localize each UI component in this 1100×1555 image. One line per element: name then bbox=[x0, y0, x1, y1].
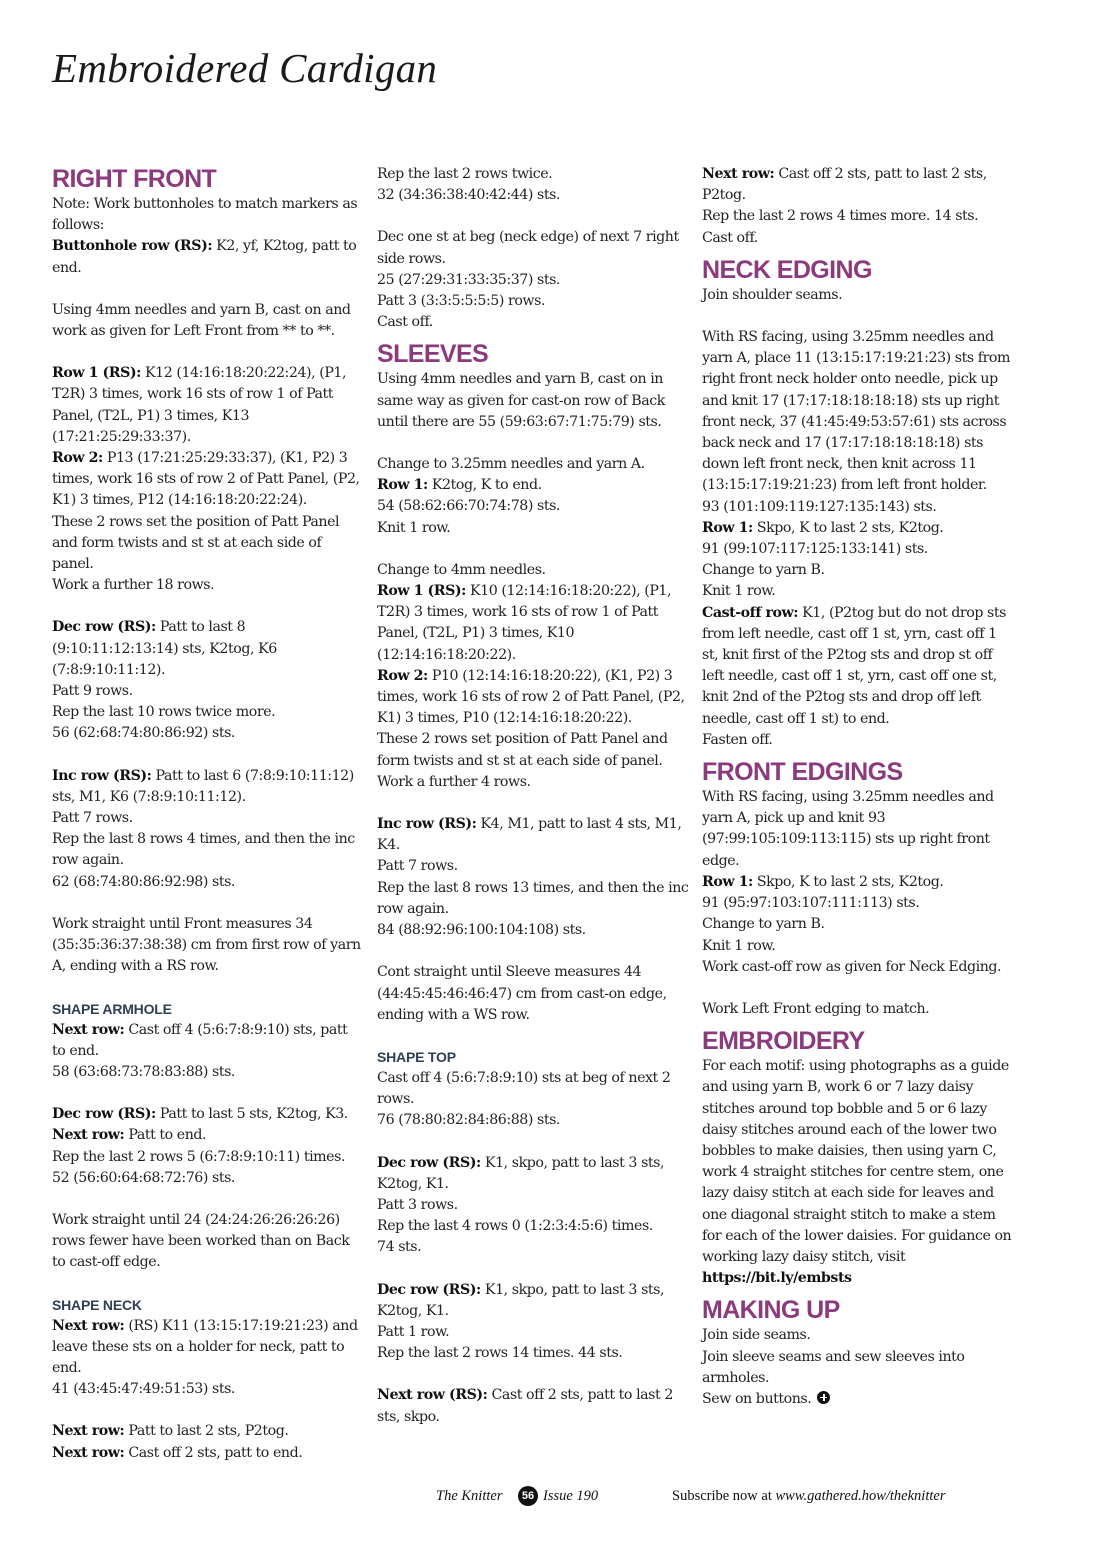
next-row: Next row: Cast off 2 sts, patt to last 2 sts, P2tog. Rep the last 2 rows 4 times more. 14 sts. Cast off. bbox=[702, 166, 987, 246]
rf-work-straight: Work straight until Front measures 34 (35:35:36:37:38:38) cm from first row of yarn A, ending with a RS row. bbox=[52, 915, 361, 975]
sleeves-cast-on: Using 4mm needles and yarn B, cast on in same way as given for cast-on row of Back until there are 55 (59:63:67:71:75:79) sts. bbox=[377, 371, 665, 430]
sleeves-inc: Inc row (RS): K4, M1, patt to last 4 sts, M1, K4. Patt 7 rows. Rep the last 8 rows 13 times, and then the inc row again. 84 (88:92:96:100:104:108) sts. bbox=[377, 816, 689, 939]
subscribe-url[interactable]: www.gathered.how/theknitter bbox=[775, 1488, 946, 1504]
column-1 bbox=[52, 164, 364, 1485]
armhole-next: Next row: Cast off 4 (5:6:7:8:9:10) sts, patt to end. 58 (63:68:73:78:83:88) sts. bbox=[52, 1021, 348, 1080]
rf-dec: Dec row (RS): Patt to last 8 (9:10:11:12:13:14) sts, K2tog, K6 (7:8:9:10:11:12). Patt 9 rows. Rep the last 10 rows twice more. 56 (62:68:74:80:86:92) sts. bbox=[52, 619, 277, 742]
heading-neck-edging: NECK EDGING bbox=[702, 255, 872, 284]
making-up-body: Join side seams. Join sleeve seams and sew sleeves into armholes. Sew on buttons. bbox=[702, 1327, 965, 1407]
armhole-dec: Dec row (RS): Patt to last 5 sts, K2tog, K3. Next row: Patt to end. Rep the last 2 rows 5 (6:7:8:9:10:11) times. 52 (56:60:64:68:72:76) sts. bbox=[52, 1106, 348, 1186]
rf-rows: Row 1 (RS): K12 (14:16:18:20:22:24), (P1, T2R) 3 times, work 16 sts of row 1 of Patt Panel, (T2L, P1) 3 times, K13 (17:21:25:29:33:37). Row 2: P13 (17:21:25:29:33:37), (K1, P2) 3 times, work 16 sts of row 2 of Patt Panel, (P2, K1) 3 times, P12 (14:16:18:20:22:24). These 2 rows set the position of Patt Panel and form twists and st st at each side of panel. Work a further 18 rows. bbox=[52, 365, 360, 594]
embroidery-link[interactable]: https://bit.ly/embsts bbox=[702, 1270, 852, 1287]
page-footer bbox=[0, 1486, 1100, 1510]
subheading-shape-top: SHAPE TOP bbox=[377, 1048, 456, 1065]
heading-sleeves: SLEEVES bbox=[377, 340, 489, 369]
rf-inc: Inc row (RS): Patt to last 6 (7:8:9:10:11:12) sts, M1, K6 (7:8:9:10:11:12). Patt 7 rows. Rep the last 8 rows 4 times, and then the inc row again. 62 (68:74:80:86:92:98) sts. bbox=[52, 767, 355, 890]
heading-embroidery: EMBROIDERY bbox=[702, 1027, 865, 1056]
sleeves-rib: Change to 3.25mm needles and yarn A. Row 1: K2tog, K to end. 54 (58:62:66:70:74:78) sts. Knit 1 row. bbox=[377, 456, 645, 536]
top-dec-2: Dec row (RS): K1, skpo, patt to last 3 sts, K2tog, K1. Patt 1 row. Rep the last 2 rows 14 times. 44 sts. bbox=[377, 1281, 665, 1362]
neck-next-rows: Next row: Patt to last 2 sts, P2tog. Next row: Cast off 2 sts, patt to end. bbox=[52, 1423, 303, 1461]
neck-edging-join: Join shoulder seams. bbox=[702, 286, 843, 303]
subheading-shape-armhole: SHAPE ARMHOLE bbox=[52, 1000, 172, 1017]
top-cast: Cast off 4 (5:6:7:8:9:10) sts at beg of next 2 rows. 76 (78:80:82:84:86:88) sts. bbox=[377, 1069, 671, 1129]
footer-magazine: The Knitter bbox=[436, 1488, 503, 1504]
footer-issue: Issue 190 bbox=[543, 1488, 599, 1504]
top-dec-1: Dec row (RS): K1, skpo, patt to last 3 sts, K2tog, K1. Patt 3 rows. Rep the last 4 rows 0 (1:2:3:4:5:6) times. 74 sts. bbox=[377, 1154, 665, 1256]
page-number-badge: 56 bbox=[518, 1486, 538, 1506]
neck-next: Next row: (RS) K11 (13:15:17:19:21:23) and leave these sts on a holder for neck, patt to end. 41 (43:45:47:49:51:53) sts. bbox=[52, 1317, 358, 1398]
column-3 bbox=[702, 164, 1014, 1410]
heading-making-up: MAKING UP bbox=[702, 1296, 840, 1325]
sleeves-rows: Change to 4mm needles. Row 1 (RS): K10 (12:14:16:18:20:22), (P1, T2R) 3 times, work 16 sts of row 1 of Patt Panel, (T2L, P1) 3 times, K10 (12:14:16:18:20:22). Row 2: P10 (12:14:16:18:20:22), (K1, P2) 3 times, work 16 sts of row 2 of Patt Panel, (P2, K1) 3 times, P10 (12:14:16:18:20:22). These 2 rows set position of Patt Panel and form twists and st st at each side of panel. Work a further 4 rows. bbox=[377, 561, 685, 790]
rf-cast-on: Using 4mm needles and yarn B, cast on and work as given for Left Front from ** to **. bbox=[52, 301, 351, 340]
rep-twice: Rep the last 2 rows twice. 32 (34:36:38:40:42:44) sts. bbox=[377, 166, 560, 204]
column-2 bbox=[377, 164, 689, 1449]
top-next-row: Next row (RS): Cast off 2 sts, patt to last 2 sts, skpo. bbox=[377, 1387, 673, 1425]
front-edgings-body: With RS facing, using 3.25mm needles and yarn A, pick up and knit 93 (97:99:105:109:113:115) sts up right front edge. Row 1: Skpo, K to last 2 sts, K2tog. 91 (95:97:103:107:111:113) sts. Change to yarn B. Knit 1 row. Work cast-off row as given for Neck Edging. bbox=[702, 789, 1002, 975]
embroidery-body: For each motif: using photographs as a guide and using yarn B, work 6 or 7 lazy daisy stitches around top bobble and 5 or 6 lazy daisy stitches around each of the lower two bobbles to make daisies, then using yarn C, work 4 straight stitches for centre stem, one lazy daisy stitch at each side for leaves and one diagonal straight stitch to make a stem for each of the lower daisies. For guidance on working lazy daisy stitch, visit https://bit.ly/embsts bbox=[702, 1058, 1012, 1287]
armhole-straight: Work straight until 24 (24:24:26:26:26:26) rows fewer have been worked than on Back to cast-off edge. bbox=[52, 1211, 350, 1271]
neck-edging-body: With RS facing, using 3.25mm needles and yarn A, place 11 (13:15:17:19:21:23) sts from right front neck holder onto needle, pick up and knit 17 (17:17:18:18:18:18) sts up right front neck, 37 (41:45:49:53:57:61) sts across back neck and 17 (17:17:18:18:18:18) sts down left front neck, then knit across 11 (13:15:17:19:21:23) from left front holder. 93 (101:109:119:127:135:143) sts. Row 1: Skpo, K to last 2 sts, K2tog. 91 (99:107:117:125:133:141) sts. Change to yarn B. Knit 1 row. Cast-off row: K1, (P2tog but do not drop sts from left needle, cast off 1 st, yrn, cast off 1 st, knit first of the P2tog sts and drop st off left needle, cast off 1 st, yrn, cast off one st, knit 2nd of the P2tog sts and drop off left needle, cast off 1 st) to end. Fasten off. bbox=[702, 329, 1011, 748]
footer-subscribe: Subscribe now at www.gathered.how/theknitter bbox=[672, 1488, 946, 1504]
sleeves-cont: Cont straight until Sleeve measures 44 (44:45:45:46:46:47) cm from cast-on edge, ending with a WS row. bbox=[377, 964, 667, 1023]
front-edgings-left: Work Left Front edging to match. bbox=[702, 1000, 930, 1017]
buttonhole-row: Buttonhole row (RS): K2, yf, K2tog, patt to end. bbox=[52, 238, 357, 276]
page-title: Embroidered Cardigan bbox=[52, 45, 438, 91]
end-of-pattern-icon bbox=[817, 1391, 830, 1404]
heading-right-front: RIGHT FRONT bbox=[52, 165, 217, 193]
subheading-shape-neck: SHAPE NECK bbox=[52, 1296, 142, 1313]
dec-neck-edge: Dec one st at beg (neck edge) of next 7 right side rows. 25 (27:29:31:33:35:37) sts. Patt 3 (3:3:5:5:5:5) rows. Cast off. bbox=[377, 229, 679, 331]
heading-front-edgings: FRONT EDGINGS bbox=[702, 758, 903, 787]
rf-note: Note: Work buttonholes to match markers as follows: bbox=[52, 196, 358, 234]
